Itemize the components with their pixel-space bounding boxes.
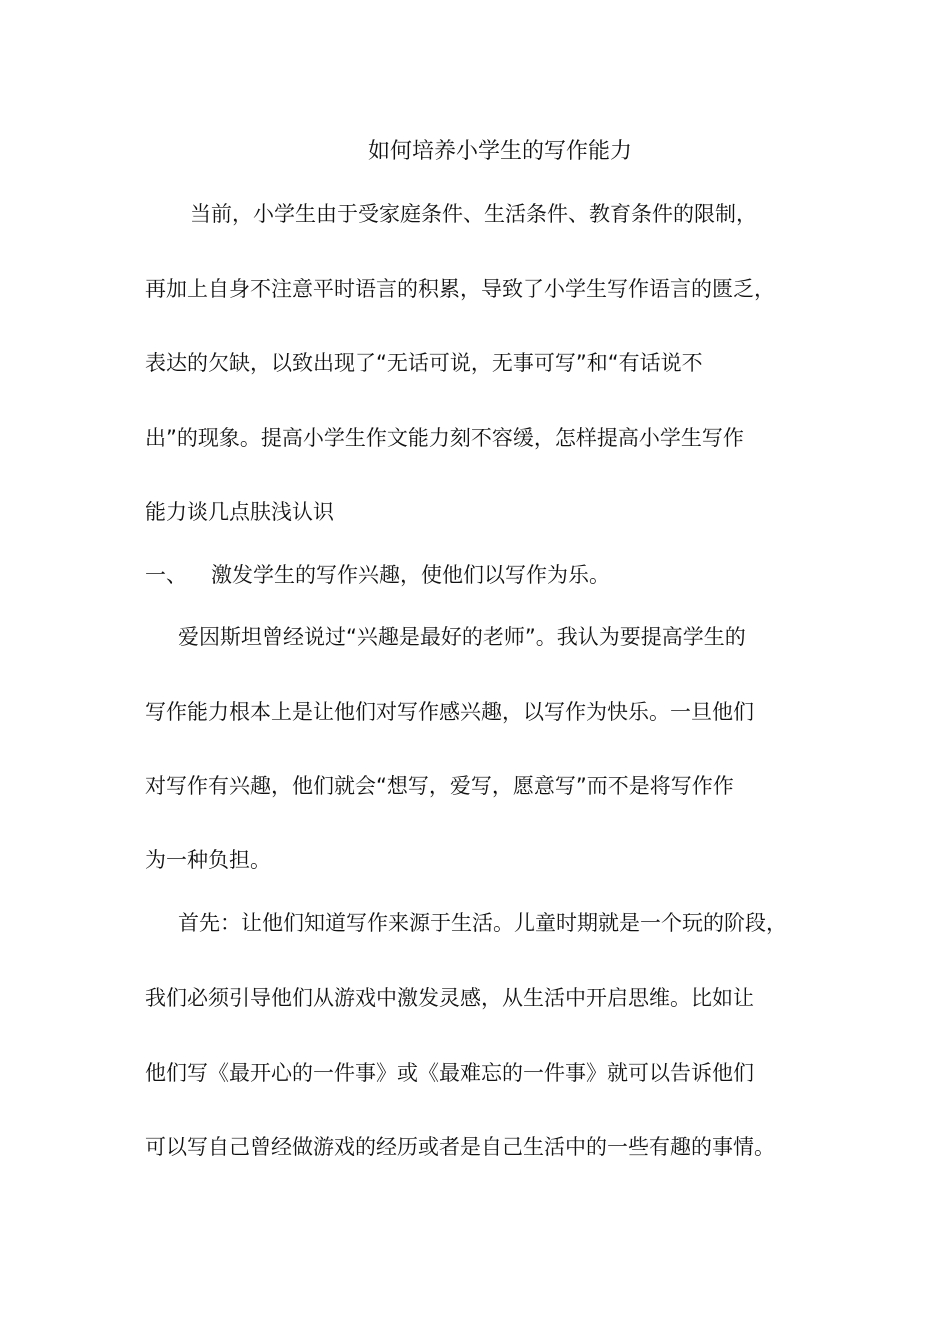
para1-line-3: 对写作有兴趣，他们就会“想写，爱写，愿意写”而不是将写作作 <box>145 774 734 798</box>
para2-line-2: 我们必须引导他们从游戏中激发灵感，从生活中开启思维。比如让 <box>145 986 754 1010</box>
para2-line-4: 可以写自己曾经做游戏的经历或者是自己生活中的一些有趣的事情。 <box>145 1135 775 1159</box>
para1-line-2: 写作能力根本上是让他们对写作感兴趣，以写作为快乐。一旦他们 <box>145 700 754 724</box>
section-1-heading: 激发学生的写作兴趣，使他们以写作为乐。 <box>211 563 610 587</box>
intro-line-2: 再加上自身不注意平时语言的积累，导致了小学生写作语言的匮乏， <box>145 277 775 301</box>
document-title: 如何培养小学生的写作能力 <box>367 139 632 164</box>
intro-line-5: 能力谈几点肤浅认识 <box>145 500 334 524</box>
intro-line-3: 表达的欠缺，以致出现了“无话可说，无事可写”和“有话说不 <box>145 351 703 375</box>
intro-line-4: 出”的现象。提高小学生作文能力刻不容缓，怎样提高小学生写作 <box>145 426 744 450</box>
para2-line-1: 首先：让他们知道写作来源于生活。儿童时期就是一个玩的阶段， <box>178 911 787 935</box>
para1-line-1: 爱因斯坦曾经说过“兴趣是最好的老师”。我认为要提高学生的 <box>178 625 746 649</box>
para1-line-4: 为一种负担。 <box>145 848 271 872</box>
section-1-number: 一、 <box>145 563 187 587</box>
intro-line-1: 当前，小学生由于受家庭条件、生活条件、教育条件的限制， <box>190 202 757 226</box>
para2-line-3: 他们写《最开心的一件事》或《最难忘的一件事》就可以告诉他们 <box>145 1061 754 1085</box>
